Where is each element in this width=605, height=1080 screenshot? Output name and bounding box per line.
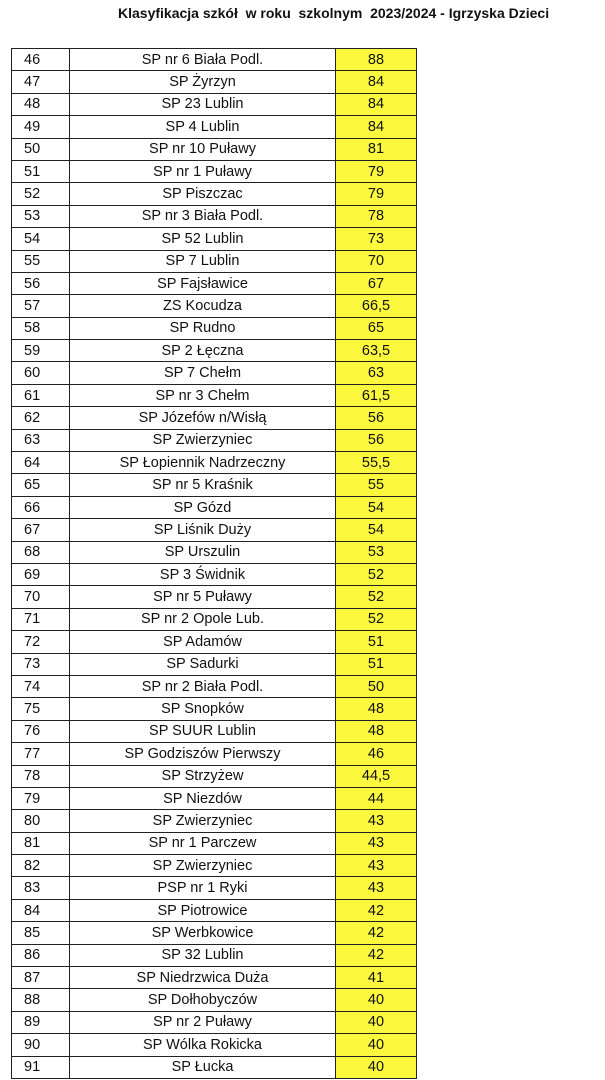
place-cell: 87 (12, 967, 70, 989)
place-cell: 80 (12, 810, 70, 832)
points-cell: 53 (336, 541, 417, 563)
points-cell: 79 (336, 183, 417, 205)
points-cell: 61,5 (336, 384, 417, 406)
points-cell: 51 (336, 653, 417, 675)
school-name-cell: SP Werbkowice (70, 922, 336, 944)
place-cell: 75 (12, 698, 70, 720)
school-name-cell: SP 7 Chełm (70, 362, 336, 384)
place-cell: 90 (12, 1034, 70, 1056)
points-cell: 84 (336, 93, 417, 115)
table-row (12, 71, 417, 93)
ranking-table (11, 48, 417, 1079)
points-cell: 48 (336, 698, 417, 720)
place-cell: 89 (12, 1011, 70, 1033)
points-cell: 43 (336, 810, 417, 832)
school-name-cell: SP Józefów n/Wisłą (70, 407, 336, 429)
place-cell: 74 (12, 675, 70, 697)
school-name-cell: SP SUUR Lublin (70, 720, 336, 742)
place-cell: 46 (12, 49, 70, 71)
place-cell: 60 (12, 362, 70, 384)
points-cell: 46 (336, 743, 417, 765)
table-row (12, 496, 417, 518)
table-row (12, 899, 417, 921)
points-cell: 56 (336, 429, 417, 451)
place-cell: 67 (12, 519, 70, 541)
points-cell: 40 (336, 1034, 417, 1056)
school-name-cell: SP Fajsławice (70, 272, 336, 294)
table-row (12, 1011, 417, 1033)
place-cell: 68 (12, 541, 70, 563)
place-cell: 52 (12, 183, 70, 205)
place-cell: 50 (12, 138, 70, 160)
place-cell: 64 (12, 452, 70, 474)
place-cell: 84 (12, 899, 70, 921)
school-name-cell: SP Niezdów (70, 787, 336, 809)
points-cell: 56 (336, 407, 417, 429)
school-name-cell: SP Zwierzyniec (70, 810, 336, 832)
school-name-cell: SP Adamów (70, 631, 336, 653)
place-cell: 59 (12, 340, 70, 362)
points-cell: 79 (336, 160, 417, 182)
points-cell: 88 (336, 49, 417, 71)
place-cell: 76 (12, 720, 70, 742)
table-row (12, 810, 417, 832)
table-row (12, 228, 417, 250)
place-cell: 70 (12, 586, 70, 608)
points-cell: 44,5 (336, 765, 417, 787)
place-cell: 77 (12, 743, 70, 765)
place-cell: 62 (12, 407, 70, 429)
table-row (12, 384, 417, 406)
points-cell: 44 (336, 787, 417, 809)
school-name-cell: SP Dołhobyczów (70, 989, 336, 1011)
place-cell: 51 (12, 160, 70, 182)
school-name-cell: SP Łopiennik Nadrzeczny (70, 452, 336, 474)
page-title: Klasyfikacja szkół w roku szkolnym 2023/2024 - Igrzyska Dzieci (118, 5, 550, 21)
points-cell: 78 (336, 205, 417, 227)
points-cell: 51 (336, 631, 417, 653)
school-name-cell: SP Gózd (70, 496, 336, 518)
place-cell: 61 (12, 384, 70, 406)
school-name-cell: SP nr 5 Puławy (70, 586, 336, 608)
points-cell: 54 (336, 496, 417, 518)
school-name-cell: SP nr 2 Opole Lub. (70, 608, 336, 630)
points-cell: 52 (336, 608, 417, 630)
points-cell: 42 (336, 899, 417, 921)
table-row (12, 608, 417, 630)
place-cell: 83 (12, 877, 70, 899)
school-name-cell: ZS Kocudza (70, 295, 336, 317)
table-row (12, 967, 417, 989)
points-cell: 65 (336, 317, 417, 339)
place-cell: 71 (12, 608, 70, 630)
school-name-cell: SP Łucka (70, 1056, 336, 1078)
school-name-cell: SP 4 Lublin (70, 116, 336, 138)
school-name-cell: SP nr 3 Chełm (70, 384, 336, 406)
table-row (12, 407, 417, 429)
points-cell: 70 (336, 250, 417, 272)
points-cell: 54 (336, 519, 417, 541)
table-row (12, 832, 417, 854)
school-name-cell: SP Snopków (70, 698, 336, 720)
points-cell: 66,5 (336, 295, 417, 317)
table-row (12, 541, 417, 563)
table-row (12, 1034, 417, 1056)
table-row (12, 720, 417, 742)
table-row (12, 362, 417, 384)
school-name-cell: SP 2 Łęczna (70, 340, 336, 362)
place-cell: 55 (12, 250, 70, 272)
table-row (12, 295, 417, 317)
points-cell: 84 (336, 116, 417, 138)
place-cell: 56 (12, 272, 70, 294)
school-name-cell: SP nr 2 Biała Podl. (70, 675, 336, 697)
place-cell: 69 (12, 563, 70, 585)
points-cell: 43 (336, 832, 417, 854)
school-name-cell: SP nr 1 Puławy (70, 160, 336, 182)
table-row (12, 1056, 417, 1078)
school-name-cell: SP nr 1 Parczew (70, 832, 336, 854)
school-name-cell: SP nr 3 Biała Podl. (70, 205, 336, 227)
school-name-cell: SP Urszulin (70, 541, 336, 563)
school-name-cell: SP Liśnik Duży (70, 519, 336, 541)
points-cell: 42 (336, 944, 417, 966)
table-row (12, 586, 417, 608)
table-row (12, 116, 417, 138)
place-cell: 79 (12, 787, 70, 809)
table-row (12, 675, 417, 697)
place-cell: 65 (12, 474, 70, 496)
place-cell: 58 (12, 317, 70, 339)
points-cell: 55 (336, 474, 417, 496)
points-cell: 50 (336, 675, 417, 697)
school-name-cell: SP 52 Lublin (70, 228, 336, 250)
school-name-cell: SP 3 Świdnik (70, 563, 336, 585)
place-cell: 66 (12, 496, 70, 518)
table-row (12, 922, 417, 944)
school-name-cell: SP Wólka Rokicka (70, 1034, 336, 1056)
table-row (12, 49, 417, 71)
points-cell: 48 (336, 720, 417, 742)
place-cell: 91 (12, 1056, 70, 1078)
school-name-cell: SP 23 Lublin (70, 93, 336, 115)
table-row (12, 989, 417, 1011)
school-name-cell: SP 32 Lublin (70, 944, 336, 966)
place-cell: 53 (12, 205, 70, 227)
school-name-cell: SP nr 5 Kraśnik (70, 474, 336, 496)
place-cell: 48 (12, 93, 70, 115)
table-row (12, 877, 417, 899)
table-row (12, 563, 417, 585)
points-cell: 63 (336, 362, 417, 384)
points-cell: 42 (336, 922, 417, 944)
table-row (12, 855, 417, 877)
points-cell: 81 (336, 138, 417, 160)
place-cell: 73 (12, 653, 70, 675)
place-cell: 78 (12, 765, 70, 787)
points-cell: 84 (336, 71, 417, 93)
school-name-cell: SP Piszczac (70, 183, 336, 205)
points-cell: 40 (336, 989, 417, 1011)
place-cell: 85 (12, 922, 70, 944)
place-cell: 86 (12, 944, 70, 966)
points-cell: 43 (336, 855, 417, 877)
table-row (12, 317, 417, 339)
school-name-cell: SP 7 Lublin (70, 250, 336, 272)
points-cell: 41 (336, 967, 417, 989)
school-name-cell: SP nr 6 Biała Podl. (70, 49, 336, 71)
school-name-cell: SP Rudno (70, 317, 336, 339)
points-cell: 55,5 (336, 452, 417, 474)
table-row (12, 944, 417, 966)
school-name-cell: SP Godziszów Pierwszy (70, 743, 336, 765)
table-row (12, 452, 417, 474)
table-row (12, 765, 417, 787)
place-cell: 81 (12, 832, 70, 854)
table-row (12, 698, 417, 720)
school-name-cell: SP Zwierzyniec (70, 429, 336, 451)
table-row (12, 250, 417, 272)
table-row (12, 340, 417, 362)
place-cell: 49 (12, 116, 70, 138)
school-name-cell: SP Sadurki (70, 653, 336, 675)
table-row (12, 272, 417, 294)
ranking-table-body (12, 49, 417, 1079)
school-name-cell: SP Zwierzyniec (70, 855, 336, 877)
table-row (12, 205, 417, 227)
school-name-cell: SP Żyrzyn (70, 71, 336, 93)
points-cell: 40 (336, 1011, 417, 1033)
place-cell: 82 (12, 855, 70, 877)
table-row (12, 787, 417, 809)
table-row (12, 183, 417, 205)
place-cell: 63 (12, 429, 70, 451)
table-row (12, 138, 417, 160)
school-name-cell: SP nr 10 Puławy (70, 138, 336, 160)
table-row (12, 474, 417, 496)
points-cell: 52 (336, 586, 417, 608)
table-row (12, 653, 417, 675)
points-cell: 40 (336, 1056, 417, 1078)
table-row (12, 631, 417, 653)
table-row (12, 743, 417, 765)
points-cell: 63,5 (336, 340, 417, 362)
place-cell: 57 (12, 295, 70, 317)
place-cell: 88 (12, 989, 70, 1011)
points-cell: 67 (336, 272, 417, 294)
table-row (12, 160, 417, 182)
points-cell: 73 (336, 228, 417, 250)
place-cell: 54 (12, 228, 70, 250)
school-name-cell: SP nr 2 Puławy (70, 1011, 336, 1033)
points-cell: 52 (336, 563, 417, 585)
table-row (12, 93, 417, 115)
school-name-cell: SP Niedrzwica Duża (70, 967, 336, 989)
school-name-cell: PSP nr 1 Ryki (70, 877, 336, 899)
school-name-cell: SP Piotrowice (70, 899, 336, 921)
table-row (12, 519, 417, 541)
place-cell: 72 (12, 631, 70, 653)
points-cell: 43 (336, 877, 417, 899)
table-row (12, 429, 417, 451)
school-name-cell: SP Strzyżew (70, 765, 336, 787)
place-cell: 47 (12, 71, 70, 93)
